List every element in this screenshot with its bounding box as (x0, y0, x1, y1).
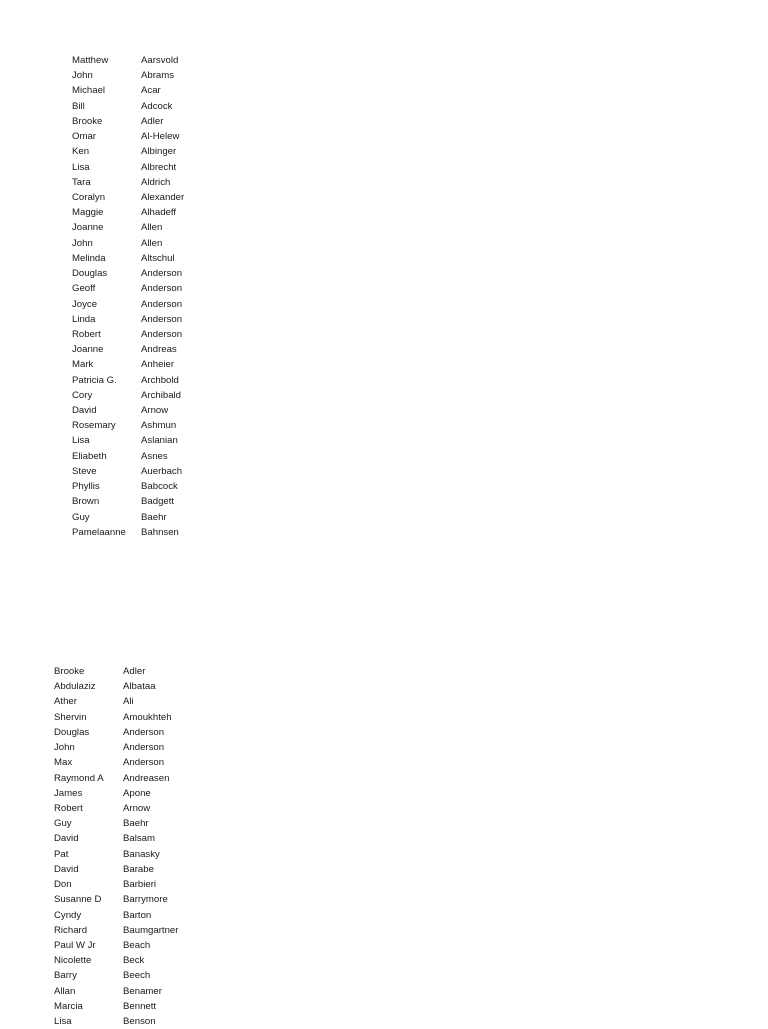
first-name: Mark (72, 359, 94, 371)
last-name: Archbold (141, 374, 179, 386)
name-list-1 (72, 53, 184, 540)
first-name: Ather (54, 696, 77, 708)
first-name: Robert (72, 328, 101, 340)
first-name: Joyce (72, 298, 98, 310)
last-name: Asnes (141, 450, 168, 462)
last-name: Anderson (141, 328, 183, 340)
list-item (72, 99, 184, 114)
first-name: Pamelaanne (72, 526, 126, 538)
last-name: Benson (123, 1016, 156, 1028)
first-name: Brooke (54, 666, 85, 677)
last-name: Aslanian (141, 435, 178, 447)
first-name: Barry (54, 970, 77, 982)
last-name: Anderson (123, 726, 165, 738)
list-item (54, 816, 178, 831)
last-name: Barbieri (123, 879, 157, 891)
last-name: Anderson (141, 283, 183, 295)
list-item (54, 923, 178, 938)
last-name: Allen (141, 237, 163, 249)
first-name: David (54, 833, 79, 845)
first-name: Douglas (72, 268, 108, 280)
first-name: Don (54, 879, 72, 891)
list-item (54, 664, 178, 679)
last-name: Arnow (141, 405, 169, 417)
last-name: Babcock (141, 481, 178, 493)
first-name: Shervin (54, 711, 87, 723)
list-item (54, 801, 178, 816)
first-name: Richard (54, 924, 88, 936)
list-item (72, 129, 184, 144)
list-item (72, 388, 184, 403)
first-name: Cyndy (54, 909, 82, 921)
list-item (54, 740, 178, 755)
last-name: Apone (123, 787, 151, 799)
last-name: Beech (123, 970, 151, 982)
last-name: Aarsvold (141, 55, 179, 66)
last-name: Abrams (141, 70, 175, 82)
last-name: Adler (141, 115, 164, 127)
list-item (54, 771, 178, 786)
first-name: Ken (72, 146, 90, 158)
last-name: Acar (141, 85, 161, 97)
last-name: Albinger (141, 146, 177, 158)
list-item (72, 494, 184, 509)
first-name: Bill (72, 100, 85, 112)
first-name: Joanne (72, 222, 104, 234)
first-name: Lisa (72, 435, 90, 447)
list-item (72, 297, 184, 312)
first-name: Marcia (54, 1000, 83, 1012)
first-name: Matthew (72, 55, 109, 66)
first-name: Omar (72, 131, 96, 143)
last-name: Anderson (123, 757, 165, 769)
list-item (54, 847, 178, 862)
first-name: Eliabeth (72, 450, 107, 462)
last-name: Anderson (141, 298, 183, 310)
list-item (72, 175, 184, 190)
list-item (54, 908, 178, 923)
first-name: David (54, 863, 79, 875)
first-name: Steve (72, 465, 97, 477)
list-item (72, 144, 184, 159)
first-name: Brooke (72, 115, 103, 127)
first-name: Max (54, 757, 73, 769)
list-item (72, 68, 184, 83)
list-item (72, 464, 184, 479)
last-name: Adcock (141, 100, 173, 112)
last-name: Beck (123, 955, 145, 967)
last-name: Barrymore (123, 894, 168, 906)
list-item (72, 312, 184, 327)
first-name: James (54, 787, 83, 799)
list-item (72, 433, 184, 448)
name-list-2 (54, 664, 178, 1029)
last-name: Amoukhteh (123, 711, 172, 723)
first-name: Rosemary (72, 420, 116, 432)
first-name: Linda (72, 313, 96, 325)
list-item (72, 281, 184, 296)
first-name: Lisa (54, 1016, 72, 1028)
first-name: John (72, 237, 93, 249)
last-name: Ashmun (141, 420, 177, 432)
first-name: Lisa (72, 161, 90, 173)
last-name: Andreasen (123, 772, 170, 784)
first-name: Nicolette (54, 955, 92, 967)
first-name: John (54, 742, 75, 754)
last-name: Baehr (123, 818, 149, 830)
last-name: Archibald (141, 389, 181, 401)
list-item (72, 266, 184, 281)
last-name: Al-Helew (141, 131, 180, 143)
last-name: Bennett (123, 1000, 157, 1012)
first-name: David (72, 405, 97, 417)
list-item (54, 953, 178, 968)
list-item (72, 251, 184, 266)
list-item (54, 679, 178, 694)
last-name: Allen (141, 222, 163, 234)
list-item (72, 83, 184, 98)
list-item (54, 938, 178, 953)
first-name: John (72, 70, 93, 82)
last-name: Benamer (123, 985, 162, 997)
list-item (72, 205, 184, 220)
first-name: Robert (54, 802, 83, 814)
last-name: Anderson (141, 313, 183, 325)
last-name: Barabe (123, 863, 154, 875)
last-name: Barton (123, 909, 152, 921)
last-name: Beach (123, 939, 151, 951)
first-name: Joanne (72, 344, 104, 356)
first-name: Geoff (72, 283, 96, 295)
first-name: Patricia G. (72, 374, 117, 386)
list-item (72, 190, 184, 205)
list-item (72, 160, 184, 175)
first-name: Douglas (54, 726, 90, 738)
last-name: Aldrich (141, 176, 171, 188)
list-item (72, 114, 184, 129)
list-item (54, 877, 178, 892)
first-name: Melinda (72, 252, 106, 264)
list-item (54, 999, 178, 1014)
last-name: Arnow (123, 802, 151, 814)
list-item (72, 373, 184, 388)
list-item (72, 342, 184, 357)
list-item (72, 418, 184, 433)
last-name: Albrecht (141, 161, 177, 173)
first-name: Phyllis (72, 481, 100, 493)
first-name: Tara (72, 176, 91, 188)
last-name: Alhadeff (141, 207, 177, 219)
list-item (72, 525, 184, 540)
list-item (54, 862, 178, 877)
list-item (72, 327, 184, 342)
last-name: Albataa (123, 681, 156, 693)
last-name: Adler (123, 666, 146, 677)
list-item (72, 357, 184, 372)
list-item (54, 892, 178, 907)
list-item (72, 220, 184, 235)
last-name: Banasky (123, 848, 160, 860)
first-name: Cory (72, 389, 93, 401)
last-name: Badgett (141, 496, 175, 508)
list-item (54, 725, 178, 740)
list-item (54, 710, 178, 725)
list-item (72, 479, 184, 494)
list-item (72, 510, 184, 525)
list-item (54, 968, 178, 983)
first-name: Abdulaziz (54, 681, 96, 693)
list-item (54, 786, 178, 801)
list-item (72, 53, 184, 68)
first-name: Guy (72, 511, 90, 523)
first-name: Maggie (72, 207, 104, 219)
list-item (54, 1014, 178, 1029)
last-name: Baumgartner (123, 924, 179, 936)
first-name: Allan (54, 985, 76, 997)
first-name: Guy (54, 818, 72, 830)
last-name: Anheier (141, 359, 175, 371)
last-name: Altschul (141, 252, 175, 264)
last-name: Alexander (141, 191, 185, 203)
first-name: Brown (72, 496, 100, 508)
list-item (54, 831, 178, 846)
list-item (72, 449, 184, 464)
last-name: Anderson (123, 742, 165, 754)
list-item (54, 755, 178, 770)
last-name: Balsam (123, 833, 155, 845)
first-name: Raymond A (54, 772, 104, 784)
first-name: Coralyn (72, 191, 106, 203)
last-name: Auerbach (141, 465, 183, 477)
first-name: Pat (54, 848, 69, 860)
list-item (72, 403, 184, 418)
first-name: Paul W Jr (54, 939, 96, 951)
last-name: Ali (123, 696, 134, 708)
last-name: Anderson (141, 268, 183, 280)
last-name: Bahnsen (141, 526, 179, 538)
list-item (72, 236, 184, 251)
first-name: Susanne D (54, 894, 102, 906)
last-name: Baehr (141, 511, 167, 523)
last-name: Andreas (141, 344, 177, 356)
first-name: Michael (72, 85, 106, 97)
list-item (54, 694, 178, 709)
list-item (54, 984, 178, 999)
